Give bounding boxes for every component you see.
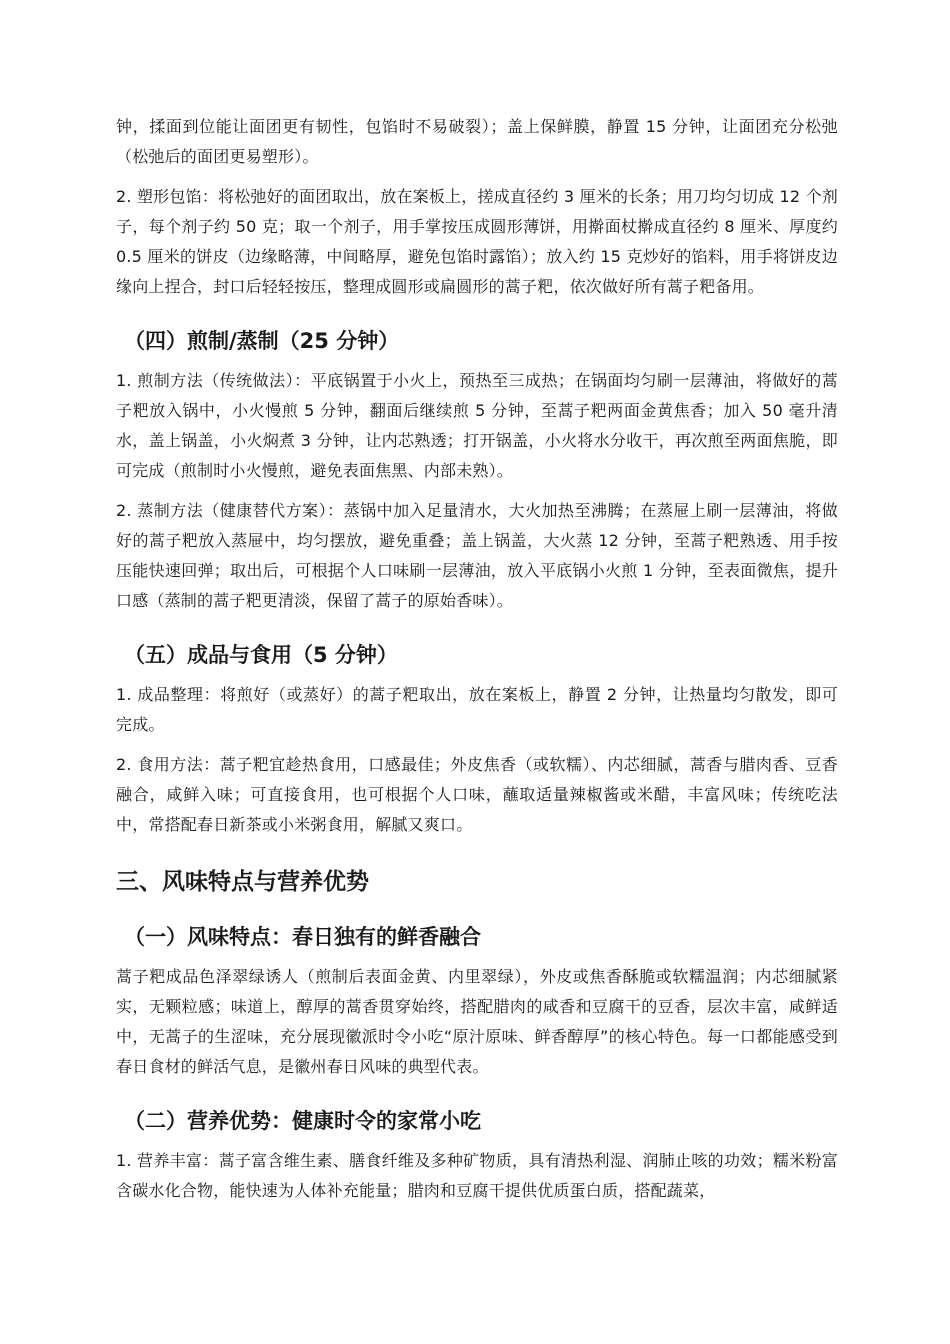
paragraph-shaping: 2. 塑形包馅：将松弛好的面团取出，放在案板上，搓成直径约 3 厘米的长条；用刀均匀切成 12 个剂子，每个剂子约 50 克；取一个剂子，用手掌按压成圆形薄饼，用擀面杖擀成直径约 8 厘米、厚度约 0.5 厘米的饼皮（边缘略薄，中间略厚，避免包馅时露馅）；放入约 15 克炒好的馅料，用手将饼皮边缘向上捏合，封口后轻轻按压，整理成圆形或扁圆形的蒿子粑，依次做好所有蒿子粑备用。 [116,187,838,296]
heading-finished-eating: （五）成品与食用（5 分钟） [124,643,398,667]
heading-nutrition: （二）营养优势：健康时令的家常小吃 [124,1109,481,1133]
paragraph-eating-method: 2. 食用方法：蒿子粑宜趁热食用，口感最佳；外皮焦香（或软糯）、内芯细腻，蒿香与腊肉香、豆香融合，咸鲜入味；可直接食用，也可根据个人口味，蘸取适量辣椒酱或米醋，丰富风味；传统吃法中，常搭配春日新茶或小米粥食用，解腻又爽口。 [116,755,838,834]
document-page [116,112,838,1216]
paragraph-steaming-method: 2. 蒸制方法（健康替代方案）：蒸锅中加入足量清水，大火加热至沸腾；在蒸屉上刷一层薄油，将做好的蒿子粑放入蒸屉中，均匀摆放，避免重叠；盖上锅盖，大火蒸 12 分钟，至蒿子粑熟透、用手按压能快速回弹；取出后，可根据个人口味刷一层薄油，放入平底锅小火煎 1 分钟，至表面微焦，提升口感（蒸制的蒿子粑更清淡，保留了蒿子的原始香味）。 [116,501,838,610]
paragraph-flavor: 蒿子粑成品色泽翠绿诱人（煎制后表面金黄、内里翠绿），外皮或焦香酥脆或软糯温润；内芯细腻紧实，无颗粒感；味道上，醇厚的蒿香贯穿始终，搭配腊肉的咸香和豆腐干的豆香，层次丰富，咸鲜适中，无蒿子的生涩味，充分展现徽派时令小吃“原汁原味、鲜香醇厚”的核心特色。每一口都能感受到春日食材的鲜活气息，是徽州春日风味的典型代表。 [116,967,838,1076]
paragraph-kneading-end: 钟，揉面到位能让面团更有韧性，包馅时不易破裂）；盖上保鲜膜，静置 15 分钟，让面团充分松弛（松弛后的面团更易塑形）。 [116,117,838,166]
paragraph-nutrition: 1. 营养丰富：蒿子富含维生素、膳食纤维及多种矿物质，具有清热利湿、润肺止咳的功效；糯米粉富含碳水化合物，能快速为人体补充能量；腊肉和豆腐干提供优质蛋白质，搭配蔬菜， [116,1151,838,1200]
heading-frying-steaming: （四）煎制/蒸制（25 分钟） [124,329,400,353]
heading-flavor: （一）风味特点：春日独有的鲜香融合 [124,925,481,949]
heading-flavor-nutrition: 三、风味特点与营养优势 [116,869,369,895]
paragraph-frying-method: 1. 煎制方法（传统做法）：平底锅置于小火上，预热至三成热；在锅面均匀刷一层薄油，将做好的蒿子粑放入锅中，小火慢煎 5 分钟，翻面后继续煎 5 分钟，至蒿子粑两面金黄焦香；加入 50 毫升清水，盖上锅盖，小火焖煮 3 分钟，让内芯熟透；打开锅盖，小火将水分收干，再次煎至两面焦脆，即可完成（煎制时小火慢煎，避免表面焦黑、内部未熟）。 [116,371,838,480]
paragraph-finishing: 1. 成品整理：将煎好（或蒸好）的蒿子粑取出，放在案板上，静置 2 分钟，让热量均匀散发，即可完成。 [116,685,838,734]
